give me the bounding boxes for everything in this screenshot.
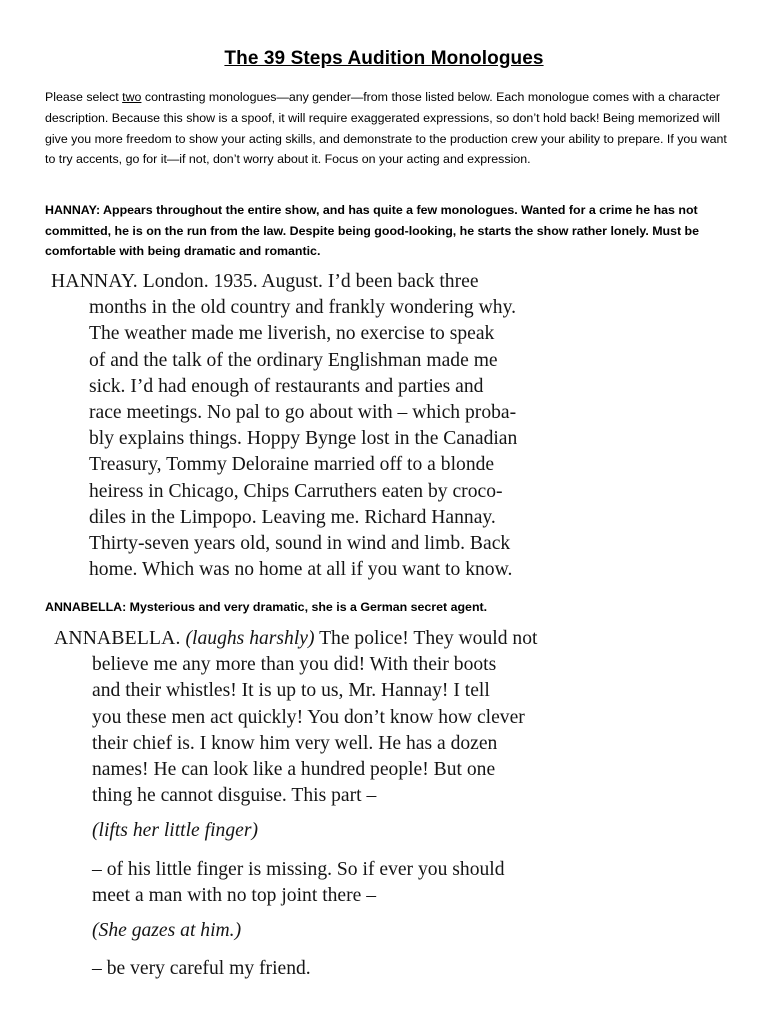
- monologue-line: The weather made me liverish, no exercise to speak: [89, 323, 495, 345]
- intro-paragraph: [45, 87, 735, 170]
- monologue-line: – of his little finger is missing. So if ever you should: [92, 858, 505, 880]
- monologue-line: Thirty-seven years old, sound in wind and limb. Back: [89, 533, 511, 555]
- monologue-line: home. Which was no home at all if you want to know.: [89, 559, 513, 581]
- monologue-line: their chief is. I know him very well. He has a dozen: [92, 732, 498, 754]
- speaker-name: ANNABELLA.: [54, 628, 181, 649]
- monologue-line: meet a man with no top joint there –: [92, 884, 377, 906]
- stage-direction: (laughs harshly): [185, 628, 315, 649]
- monologue-line: believe me any more than you did! With their boots: [92, 654, 497, 676]
- hannay-monologue: [51, 269, 551, 583]
- monologue-line: race meetings. No pal to go about with – which proba-: [89, 402, 517, 424]
- stage-direction: (lifts her little finger): [92, 820, 258, 842]
- monologue-line: and their whistles! It is up to us, Mr. Hannay! I tell: [92, 680, 490, 702]
- monologue-line: sick. I’d had enough of restaurants and parties and: [89, 375, 484, 397]
- intro-text-end: contrasting monologues—any gender—from those listed below. Each monologue comes with a character description. Because this show is a spoof, it will require exaggerated expressions, so don’t hold back! Being memorized will give you more freedom to show your acting skills, and demonstrate to the production crew your ability to prepare. If you want to try accents, go for it—if not, don’t worry about it. Focus on your acting and expression.: [45, 90, 727, 167]
- monologue-line: ANNABELLA. (laughs harshly) The police! They would not: [54, 628, 538, 649]
- intro-text-start: Please select: [45, 90, 123, 104]
- monologue-line: names! He can look like a hundred people! But one: [92, 759, 496, 781]
- annabella-monologue: [54, 626, 574, 982]
- hannay-description: HANNAY: Appears throughout the entire show, and has quite a few monologues. Wanted for a crime he has not committed, he is on the run from the law. Despite being good-looking, he starts the show rather lonely. Must be comfortable with being dramatic and romantic.: [45, 203, 700, 259]
- document-title: The 39 Steps Audition Monologues: [224, 48, 544, 69]
- monologue-line: months in the old country and frankly wondering why.: [89, 297, 516, 319]
- intro-emphasis: two: [122, 90, 142, 104]
- monologue-line: of and the talk of the ordinary Englishman made me: [89, 349, 498, 371]
- annabella-description: ANNABELLA: Mysterious and very dramatic, she is a German secret agent.: [45, 600, 488, 614]
- monologue-line: HANNAY. London. 1935. August. I’d been back three: [51, 271, 479, 292]
- stage-direction: (She gazes at him.): [92, 920, 242, 942]
- monologue-line: thing he cannot disguise. This part –: [92, 785, 377, 807]
- speaker-name: HANNAY.: [51, 271, 138, 292]
- monologue-line: Treasury, Tommy Deloraine married off to a blonde: [89, 454, 495, 476]
- monologue-line: you these men act quickly! You don’t know how clever: [92, 706, 525, 728]
- monologue-line: heiress in Chicago, Chips Carruthers eaten by croco-: [89, 480, 503, 502]
- monologue-line: bly explains things. Hoppy Bynge lost in the Canadian: [89, 428, 518, 450]
- monologue-line: diles in the Limpopo. Leaving me. Richard Hannay.: [89, 506, 496, 528]
- monologue-line: – be very careful my friend.: [92, 958, 311, 980]
